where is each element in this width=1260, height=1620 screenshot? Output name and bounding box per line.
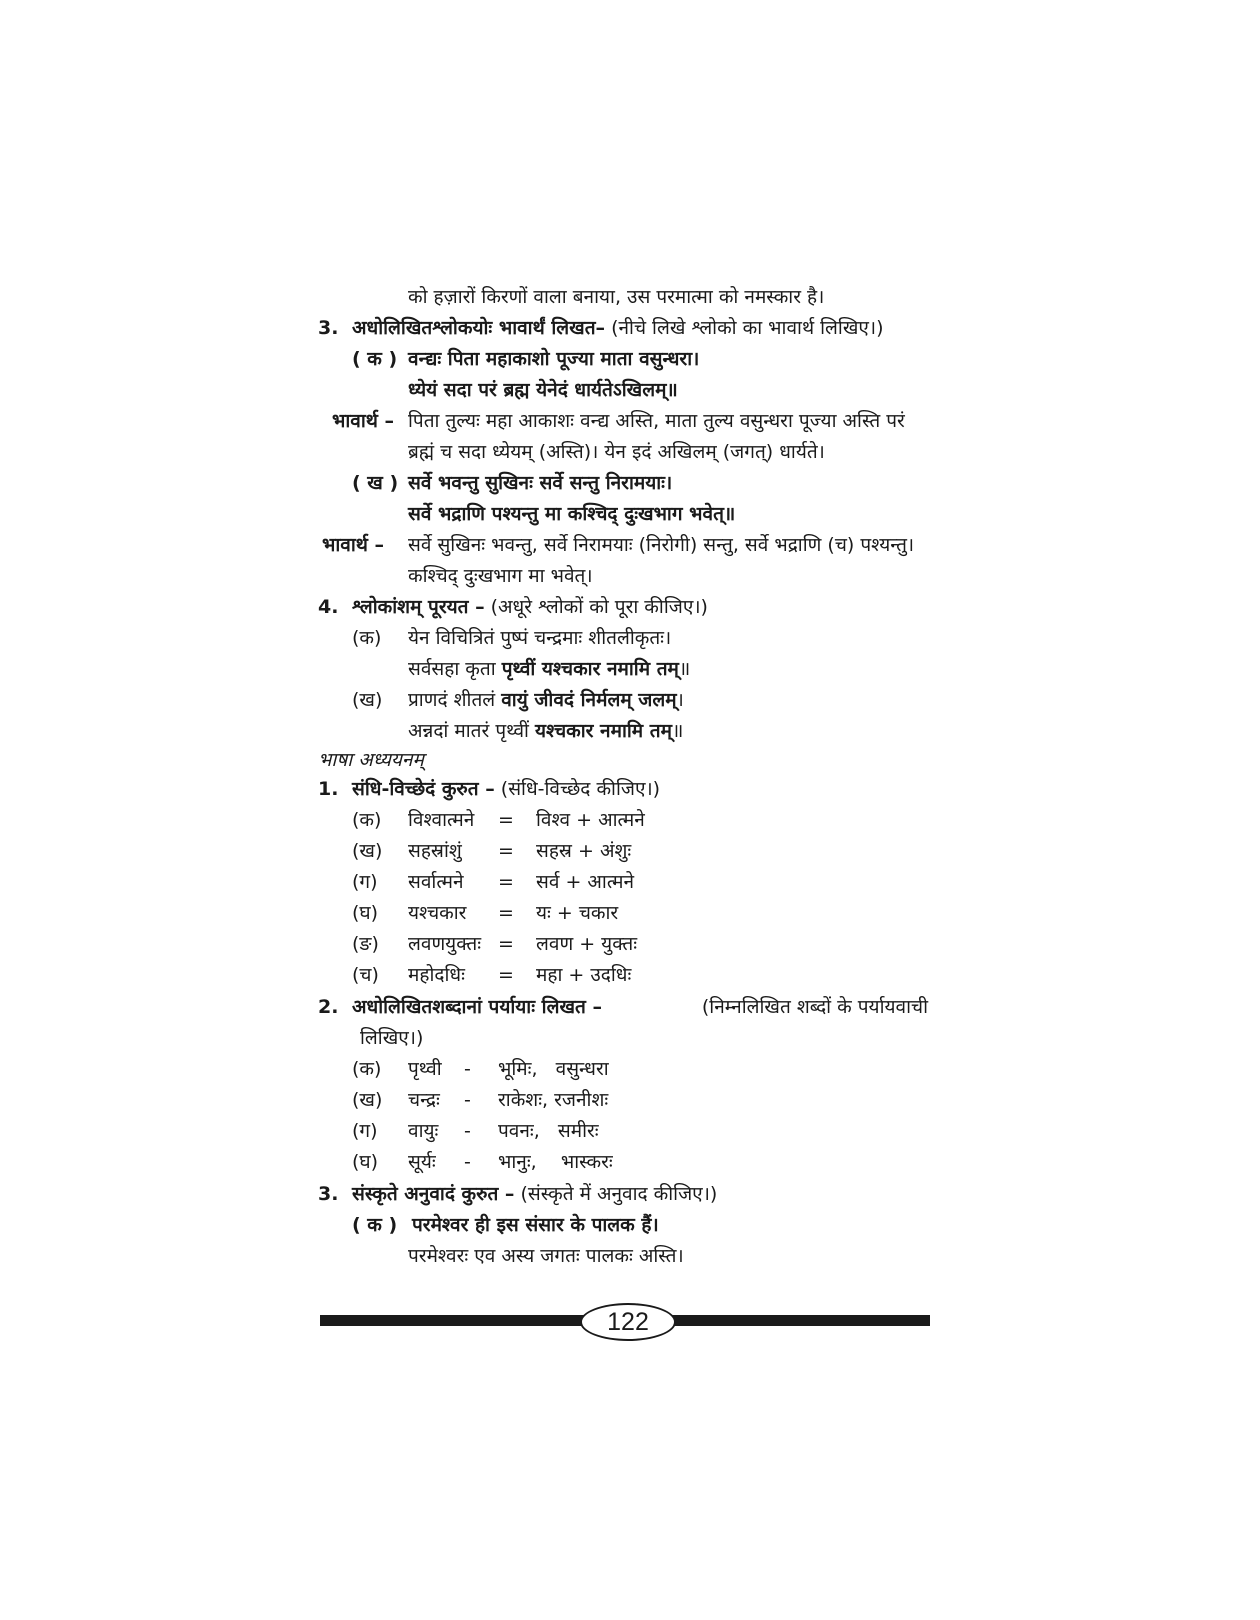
question-hint-continued: लिखिए।) bbox=[360, 1027, 424, 1049]
row-synonyms: भूमिः, वसुन्धरा bbox=[498, 1058, 609, 1080]
shloka-line: सर्वे भद्राणि पश्यन्तु मा कश्चिद् दुःखभाग भवेत्॥ bbox=[408, 503, 736, 525]
shloka-end: ॥ bbox=[671, 720, 684, 742]
question-title: अधोलिखितशब्दानां पर्यायाः लिखत – bbox=[352, 996, 602, 1018]
row-marker: (ङ) bbox=[352, 933, 379, 955]
question-heading bbox=[352, 1180, 717, 1208]
question-heading bbox=[352, 993, 928, 1021]
row-split: विश्व + आत्मने bbox=[536, 809, 645, 831]
question-number: 4. bbox=[318, 596, 339, 618]
shloka-line bbox=[408, 717, 683, 745]
row-word: पृथ्वी bbox=[408, 1058, 442, 1080]
item-marker: (क) bbox=[352, 627, 382, 649]
row-word: सूर्यः bbox=[408, 1151, 436, 1173]
row-equals: = bbox=[498, 809, 514, 831]
meaning-line: ब्रह्मं च सदा ध्येयम् (अस्ति)। येन इदं अखिलम् (जगत्) धार्यते। bbox=[408, 441, 825, 463]
row-word: वायुः bbox=[408, 1120, 439, 1142]
question-heading bbox=[352, 314, 884, 342]
row-word: यश्चकार bbox=[408, 902, 467, 924]
row-equals: = bbox=[498, 871, 514, 893]
row-equals: = bbox=[498, 933, 514, 955]
shloka-line bbox=[408, 686, 684, 714]
item-marker: (ख) bbox=[352, 689, 383, 711]
translation-question: परमेश्वर ही इस संसार के पालक हैं। bbox=[412, 1214, 659, 1236]
meaning-line: कश्चिद् दुःखभाग मा भवेत्। bbox=[408, 565, 593, 587]
question-hint: (नीचे लिखे श्लोको का भावार्थ लिखिए।) bbox=[611, 317, 884, 339]
row-word: चन्द्रः bbox=[408, 1089, 440, 1111]
row-marker: (क) bbox=[352, 1058, 382, 1080]
shloka-line: ध्येयं सदा परं ब्रह्म येनेदं धार्यतेऽखिलम्॥ bbox=[408, 379, 678, 401]
question-title: संधि-विच्छेदं कुरुत – bbox=[352, 778, 495, 800]
question-hint: (निम्नलिखित शब्दों के पर्यायवाची bbox=[701, 996, 928, 1018]
question-number: 1. bbox=[318, 778, 339, 800]
row-equals: = bbox=[498, 902, 514, 924]
row-synonyms: पवनः, समीरः bbox=[498, 1120, 599, 1142]
shloka-end: । bbox=[676, 689, 684, 711]
question-hint: (संस्कृते में अनुवाद कीजिए।) bbox=[520, 1183, 718, 1205]
row-marker: (क) bbox=[352, 809, 382, 831]
row-marker: (घ) bbox=[352, 1151, 379, 1173]
meaning-line: सर्वे सुखिनः भवन्तु, सर्वे निरामयाः (निरोगी) सन्तु, सर्वे भद्राणि (च) पश्यन्तु। bbox=[408, 534, 915, 556]
question-number: 3. bbox=[318, 317, 339, 339]
item-marker: ( क ) bbox=[352, 348, 398, 370]
row-word: सहस्रांशुं bbox=[408, 840, 462, 862]
row-split: लवण + युक्तः bbox=[536, 933, 638, 955]
question-heading bbox=[352, 775, 660, 803]
row-split: सहस्र + अंशुः bbox=[536, 840, 632, 862]
row-marker: (ग) bbox=[352, 871, 378, 893]
row-split: महा + उदधिः bbox=[536, 964, 632, 986]
meaning-label: भावार्थ – bbox=[322, 534, 385, 556]
page-number: 122 bbox=[580, 1303, 676, 1341]
shloka-line: येन विचित्रितं पुष्पं चन्द्रमाः शीतलीकृतः। bbox=[408, 627, 672, 649]
row-dash: - bbox=[464, 1058, 471, 1080]
question-hint: (अधूरे श्लोकों को पूरा कीजिए।) bbox=[490, 596, 708, 618]
row-equals: = bbox=[498, 840, 514, 862]
item-marker: ( क ) bbox=[352, 1214, 398, 1236]
item-marker: ( ख ) bbox=[352, 472, 399, 494]
row-marker: (ख) bbox=[352, 840, 383, 862]
shloka-plain: अन्नदां मातरं पृथ्वीं bbox=[408, 720, 535, 742]
question-title: संस्कृते अनुवादं कुरुत – bbox=[352, 1183, 515, 1205]
meaning-line: पिता तुल्यः महा आकाशः वन्द्य अस्ति, माता तुल्य वसुन्धरा पूज्या अस्ति परं bbox=[408, 410, 905, 432]
row-synonyms: भानुः, भास्करः bbox=[498, 1151, 613, 1173]
shloka-line: सर्वे भवन्तु सुखिनः सर्वे सन्तु निरामयाः। bbox=[408, 472, 673, 494]
row-word: महोदधिः bbox=[408, 964, 465, 986]
shloka-answer: यश्चकार नमामि तम् bbox=[534, 720, 672, 742]
translation-answer: परमेश्वरः एव अस्य जगतः पालकः अस्ति। bbox=[408, 1245, 684, 1267]
row-split: सर्व + आत्मने bbox=[536, 871, 635, 893]
shloka-end: ॥ bbox=[678, 658, 691, 680]
row-marker: (ख) bbox=[352, 1089, 383, 1111]
shloka-plain: सर्वसहा कृता bbox=[408, 658, 502, 680]
row-dash: - bbox=[464, 1089, 471, 1111]
row-marker: (ग) bbox=[352, 1120, 378, 1142]
row-dash: - bbox=[464, 1151, 471, 1173]
shloka-line: वन्द्यः पिता महाकाशो पूज्या माता वसुन्धरा। bbox=[408, 348, 700, 370]
continuation-line: को हज़ारों किरणों वाला बनाया, उस परमात्मा को नमस्कार है। bbox=[408, 286, 825, 308]
meaning-label: भावार्थ – bbox=[332, 410, 395, 432]
row-word: लवणयुक्तः bbox=[408, 933, 482, 955]
row-marker: (च) bbox=[352, 964, 379, 986]
row-word: सर्वात्मने bbox=[408, 871, 464, 893]
row-equals: = bbox=[498, 964, 514, 986]
question-title: श्लोकांशम् पूरयत – bbox=[352, 596, 485, 618]
row-word: विश्वात्मने bbox=[408, 809, 475, 831]
row-synonyms: राकेशः, रजनीशः bbox=[498, 1089, 609, 1111]
row-split: यः + चकार bbox=[536, 902, 619, 924]
shloka-plain: प्राणदं शीतलं bbox=[408, 689, 502, 711]
question-title: अधोलिखितश्लोकयोः भावार्थं लिखत– bbox=[352, 317, 606, 339]
question-number: 2. bbox=[318, 996, 339, 1018]
shloka-line bbox=[408, 655, 690, 683]
shloka-answer: वायुं जीवदं निर्मलम् जलम् bbox=[501, 689, 677, 711]
question-hint: (संधि-विच्छेद कीजिए।) bbox=[500, 778, 661, 800]
row-dash: - bbox=[464, 1120, 471, 1142]
question-number: 3. bbox=[318, 1183, 339, 1205]
shloka-answer: पृथ्वीं यश्चकार नमामि तम् bbox=[501, 658, 679, 680]
question-heading bbox=[352, 593, 708, 621]
section-heading: भाषा अध्ययनम् bbox=[318, 749, 424, 771]
row-marker: (घ) bbox=[352, 902, 379, 924]
